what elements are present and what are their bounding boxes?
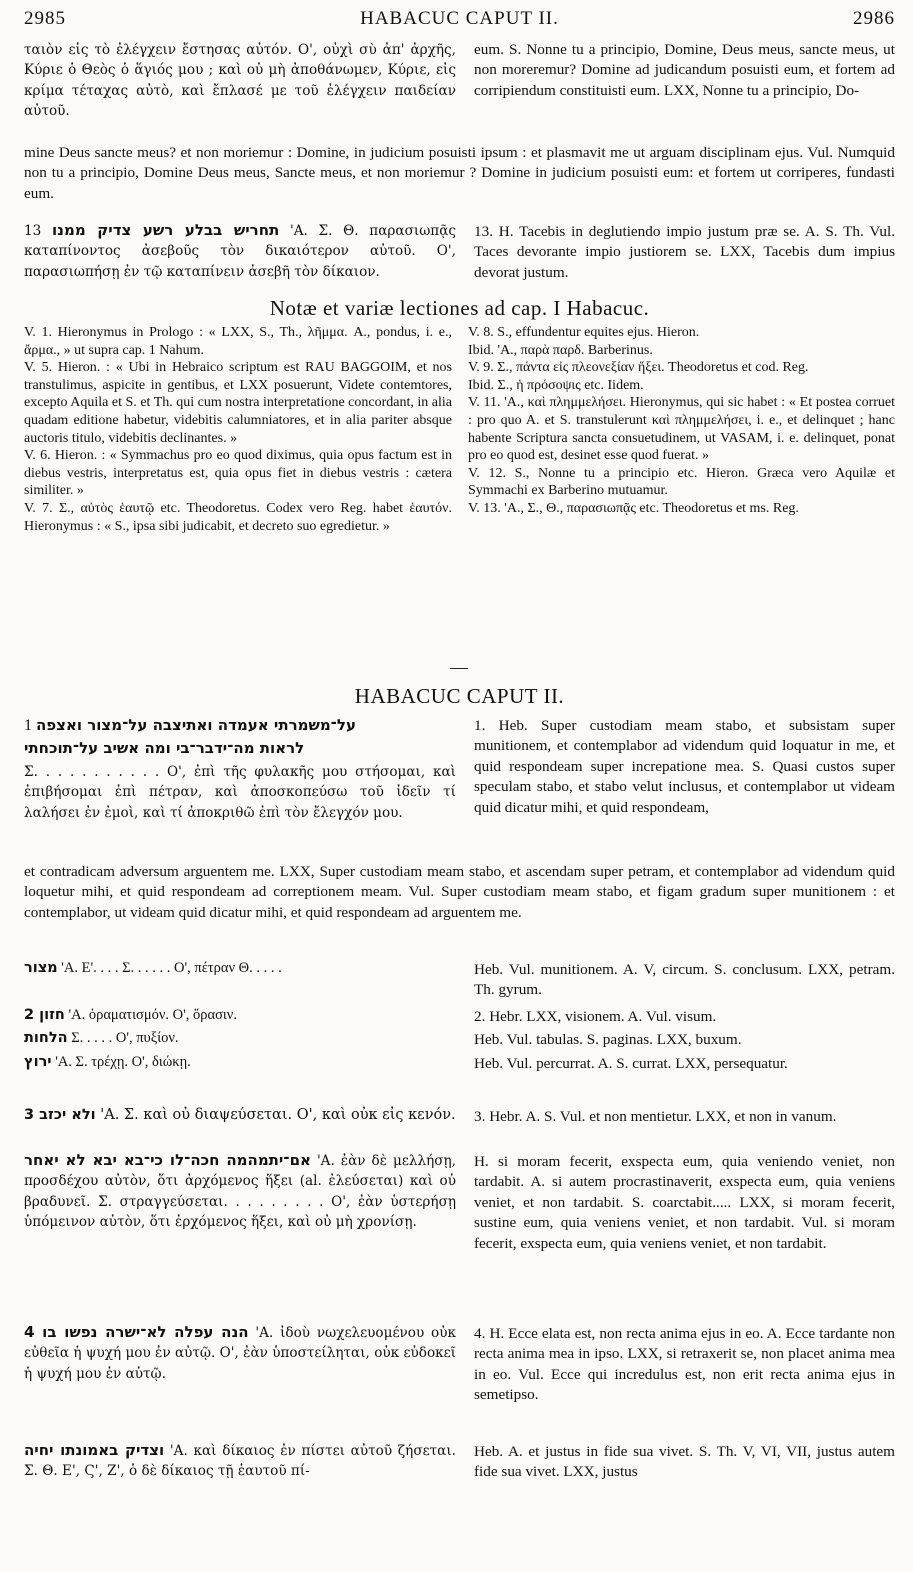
note-v7: V. 7. Σ., αὐτὸς ἑαυτῷ etc. Theodoretus. Codex vero Reg. habet ἑαυτόν. Hieronymus : « S., ipsa sibi judicabit, et decreto suo egredietur. » bbox=[24, 500, 452, 534]
entry-row bbox=[24, 1028, 456, 1048]
running-title: HABACUC CAPUT II. bbox=[360, 8, 559, 29]
notes-right-column bbox=[468, 324, 895, 518]
verse-13-number: 13 bbox=[24, 223, 42, 239]
entry-hebrew: מצור bbox=[24, 960, 58, 976]
verse-4b-greek-block bbox=[24, 1440, 456, 1482]
left-page-number: 2985 bbox=[24, 8, 66, 29]
note-v12: V. 12. S., Nonne tu a principio etc. Hieron. Græca vero Aquilæ et Symmachi ex Barberino mutuamur. bbox=[468, 465, 895, 499]
verse-1-latin-fullwidth: et contradicam adversum arguentem me. LXX, Super custodiam meam stabo, et ascendam super petram, et contemplabor ad videndum quid loquetur mihi, et quid respondeam ad correptionem meam. Vul. Super custodiam meam stabo, et figam gradum super munitionem : et contemplabor, ut videam quid dicatur mihi, et quid respondeam ad arguentem me. bbox=[24, 863, 895, 921]
verse-4-greek: 'Α. ἰδοὺ νωχελευομένου οὐκ εὐθεῖα ἡ ψυχή μου ἐν αὐτῷ. Ο', ἐὰν ὑποστείληται, οὐκ εὐδοκεῖ ἡ ψυχή μου ἐν αὐτῷ. bbox=[24, 1325, 457, 1382]
notes-title: Notæ et variæ lectiones ad cap. I Habacuc. bbox=[269, 296, 650, 320]
verse-4b-latin: Heb. A. et justus in fide sua vivet. S. Th. V, VI, VII, justus autem fide sua vivet. LXX, justus bbox=[474, 1443, 895, 1481]
note-v13: V. 13. 'Α., Σ., Θ., παρασιωπᾷς etc. Theodoretus et ms. Reg. bbox=[468, 500, 799, 516]
verse-1-greek: Σ. . . . . . . . . . . Ο', ἐπὶ τῆς φυλακῆς μου στήσομαι, καὶ ἐπιβήσομαι ἐπὶ πέτραν, καὶ ἀποσκοπεύσω τοῦ ἰδεῖν τί λαλήσει ἐν ἐμοὶ, καὶ τί ἀποκριθῶ ἐπὶ τὸν ἔλεγχόν μου. bbox=[24, 764, 456, 821]
verse-3-greek: 'Α. ἐὰν δὲ μελλήσῃ, προσδέχου αὐτὸν, ὅτι ἀρχόμενος ἥξει (al. ἐλεύσεται) καὶ οὐ βραδυνεῖ. Σ. στραγγεύσεται. . . . . . . . . Ο', ἐὰν ὑστερήσῃ ὑπόμεινον αὐτὸν, ὅτι ἐρχόμενος ἥξει, καὶ οὐ μὴ χρονίσῃ. bbox=[24, 1153, 456, 1231]
entry-row bbox=[24, 958, 456, 978]
entry-latin: 3. Hebr. A. S. Vul. et non mentietur. LXX, et non in vanum. bbox=[474, 1108, 837, 1125]
entry-greek: 'Α. ὁραματισμόν. Ο', ὅρασιν. bbox=[68, 1007, 237, 1023]
top-latin-fullwidth: mine Deus sancte meus? et non moriemur : Domine, in judicium posuisti ipsum : et plasmavit me ut arguam disciplinam ejus. Vul. Numquid non tu a principio, Domine Deus meus, Sancte meus, et non moriemur ? Domine in judicium posuisti eum: et fortem ut corriperes, fundasti eum. bbox=[24, 144, 895, 202]
entry-latin: Heb. Vul. percurrat. A. S. currat. LXX, persequatur. bbox=[474, 1055, 788, 1072]
note-v6: V. 6. Hieron. : « Symmachus pro eo quod diximus, quia opus factum est in diebus vestris, interpretatus est, quia opus fiet in diebus vestris : cætera similiter. » bbox=[24, 448, 452, 499]
verse-3-greek-block bbox=[24, 1150, 456, 1233]
notes-left-column bbox=[24, 324, 452, 535]
running-header bbox=[24, 8, 895, 34]
verse-13-latin: 13. H. Tacebis in deglutiendo impio justum præ se. A. S. Th. Vul. Taces devorante impio justiorem se. LXX, Tacebis dum impius devorat justum. bbox=[474, 223, 895, 281]
entry-row bbox=[24, 1105, 456, 1125]
verse-1-hebrew-block bbox=[24, 714, 456, 759]
entry-hebrew: ולא יכזב 3 bbox=[24, 1107, 96, 1123]
entry-greek: 'Α. Σ. καὶ οὐ διαψεύσεται. Ο', καὶ οὐκ εἰς κενόν. bbox=[100, 1107, 456, 1123]
verse-13-hebrew: תחריש בבלע רשע צדיק ממנו bbox=[52, 221, 280, 239]
verse-1-number: 1 bbox=[24, 717, 32, 734]
note-v8-ibid: Ibid. 'Α., παρὰ παρδ. Barberinus. bbox=[468, 342, 653, 358]
verse-4b-greek: 'Α. καὶ δίκαιος ἐν πίστει αὐτοῦ ζήσεται. Σ. Θ. Ε', Ϛ', Ζ', ὁ δὲ δίκαιος τῇ ἑαυτοῦ πί- bbox=[24, 1443, 456, 1480]
verse-13-greek-block bbox=[24, 220, 456, 282]
entry-greek: 'Α. Σ. τρέχῃ. Ο', διώκῃ. bbox=[55, 1054, 191, 1070]
right-page-number: 2986 bbox=[853, 8, 895, 29]
note-v9: V. 9. Σ., πάντα εἰς πλεονεξίαν ἥξει. Theodoretus et cod. Reg. bbox=[468, 360, 809, 376]
note-v9-ibid: Ibid. Σ., ἡ πρόσοψις etc. Iidem. bbox=[468, 377, 644, 393]
entry-greek: 'Α. Ε'. . . . Σ. . . . . . Ο', πέτραν Θ. . . . . bbox=[61, 960, 282, 976]
verse-13-greek: 'Α. Σ. Θ. παρασιωπᾷς καταπίνοντος ἀσεβοῦς τὸν δικαιότερον αὐτοῦ. Ο', παρασιωπήσῃ ἐν τῷ καταπίνειν ἀσεβῆ τὸν δίκαιον. bbox=[24, 223, 457, 280]
chapter-title: HABACUC CAPUT II. bbox=[354, 684, 565, 708]
entry-row bbox=[24, 1052, 456, 1072]
verse-3-hebrew: אם־יתמהמה חכה־לו כי־בא יבא לא יאחר bbox=[24, 1151, 311, 1169]
verse-4-latin: 4. H. Ecce elata est, non recta anima ejus in eo. A. Ecce tardante non recta anima mea in ipso. LXX, si retraxerit se, non placet anima mea in eo. Vul. Ecce qui incredulus est, non erit recta anima ejus in semetipso. bbox=[474, 1325, 895, 1404]
top-latin-column: eum. S. Nonne tu a principio, Domine, Deus meus, sancte meus, ut non moreremur? Domine ad judicandum posuisti eum, et fortem ad corripiendum constituisti eum. LXX, Nonne tu a principio, Do- bbox=[474, 41, 895, 99]
verse-4b-hebrew: וצדיק באמונתו יחיה bbox=[24, 1441, 165, 1459]
verse-1-hebrew-line-1: על־משמרתי אעמדה ואתיצבה על־מצור ואצפה bbox=[36, 716, 356, 734]
verse-1-latin: 1. Heb. Super custodiam meam stabo, et subsistam super munitionem, et contemplabor ad videndum quid loquatur in me, et quid respondeam super increpatione mea. S. Quasi custos super speculam stabo, et stabo velut inclusus, et contemplabor ut videam quid dicatur mihi, et quid respondeam, bbox=[474, 717, 895, 816]
entry-greek: Σ. . . . . Ο', πυξίον. bbox=[71, 1030, 179, 1046]
entry-latin: Heb. Vul. munitionem. A. V, circum. S. conclusum. LXX, petram. Th. gyrum. bbox=[474, 961, 895, 999]
note-v8: V. 8. S., effundentur equites ejus. Hieron. bbox=[468, 325, 700, 340]
top-greek-column: ταιὸν εἰς τὸ ἐλέγχειν ἔστησας αὐτόν. Ο', οὐχὶ σὺ ἀπ' ἀρχῆς, Κύριε ὁ Θεὸς ὁ ἅγιός μου ; καὶ οὐ μὴ ἀποθάνωμεν, Κύριε, εἰς κρίμα τέταχας αὐτὸ, καὶ ἔπλασέ με τοῦ ἐλέγχειν παιδείαν αὐτοῦ. bbox=[24, 42, 456, 120]
note-v5: V. 5. Hieron. : « Ubi in Hebraico scriptum est RAU BAGGOIM, et nos transtulimus, aspicite in gentibus, et LXX posuerunt, Videte contemtores, excepto Aquila et S. et Th. qui cum nostra interpretatione concordant, in alia quadam editione habetur, videbitis calumniatores, et in alia pariter absque auctoris titulo, videbitis declinantes. » bbox=[24, 360, 452, 446]
verse-4-hebrew: הנה עפלה לא־ישרה נפשו בו 4 bbox=[24, 1323, 249, 1341]
entry-row bbox=[24, 1005, 456, 1025]
verse-3-latin: H. si moram fecerit, exspecta eum, quia veniendo veniet, non tardabit. A. si autem procrastinaverit, exspecta eum, quia veniens veniet, et non tardabit. S. coarctabit..... LXX, si moram fecerit, sustine eum, quia veniens veniet, et non tardabit. Vul. si moram fecerit, exspecta eum, quia veniens veniet, et non tardabit. bbox=[474, 1153, 895, 1252]
entry-hebrew: חזון 2 bbox=[24, 1007, 65, 1023]
entry-hebrew: הלחות bbox=[24, 1030, 68, 1046]
section-divider bbox=[450, 668, 468, 669]
entry-hebrew: ירוץ bbox=[24, 1054, 52, 1070]
entry-latin: 2. Hebr. LXX, visionem. A. Vul. visum. bbox=[474, 1008, 717, 1025]
verse-4-greek-block bbox=[24, 1322, 456, 1384]
entry-latin: Heb. Vul. tabulas. S. paginas. LXX, buxum. bbox=[474, 1031, 742, 1048]
verse-1-hebrew-line-2: לראות מה־ידבר־בי ומה אשיב על־תוכחתי bbox=[24, 739, 305, 757]
note-v1: V. 1. Hieronymus in Prologo : « LXX, S., Th., λῆμμα. A., pondus, i. e., ἄρμα., » ut supra cap. 1 Nahum. bbox=[24, 325, 452, 358]
note-v11: V. 11. 'Α., καὶ πλημμελήσει. Hieronymus, qui sic habet : « Et postea corruet : pro quo A. et S. transtulerunt καὶ πλημμελήσει, i. e., et delinquet ; hanc habente Scriptura sancta consuetudinem, ut VASAM, i. e. delinquet, ponat pro eo quod est, desinet esse quod fuerat. » bbox=[468, 395, 895, 464]
